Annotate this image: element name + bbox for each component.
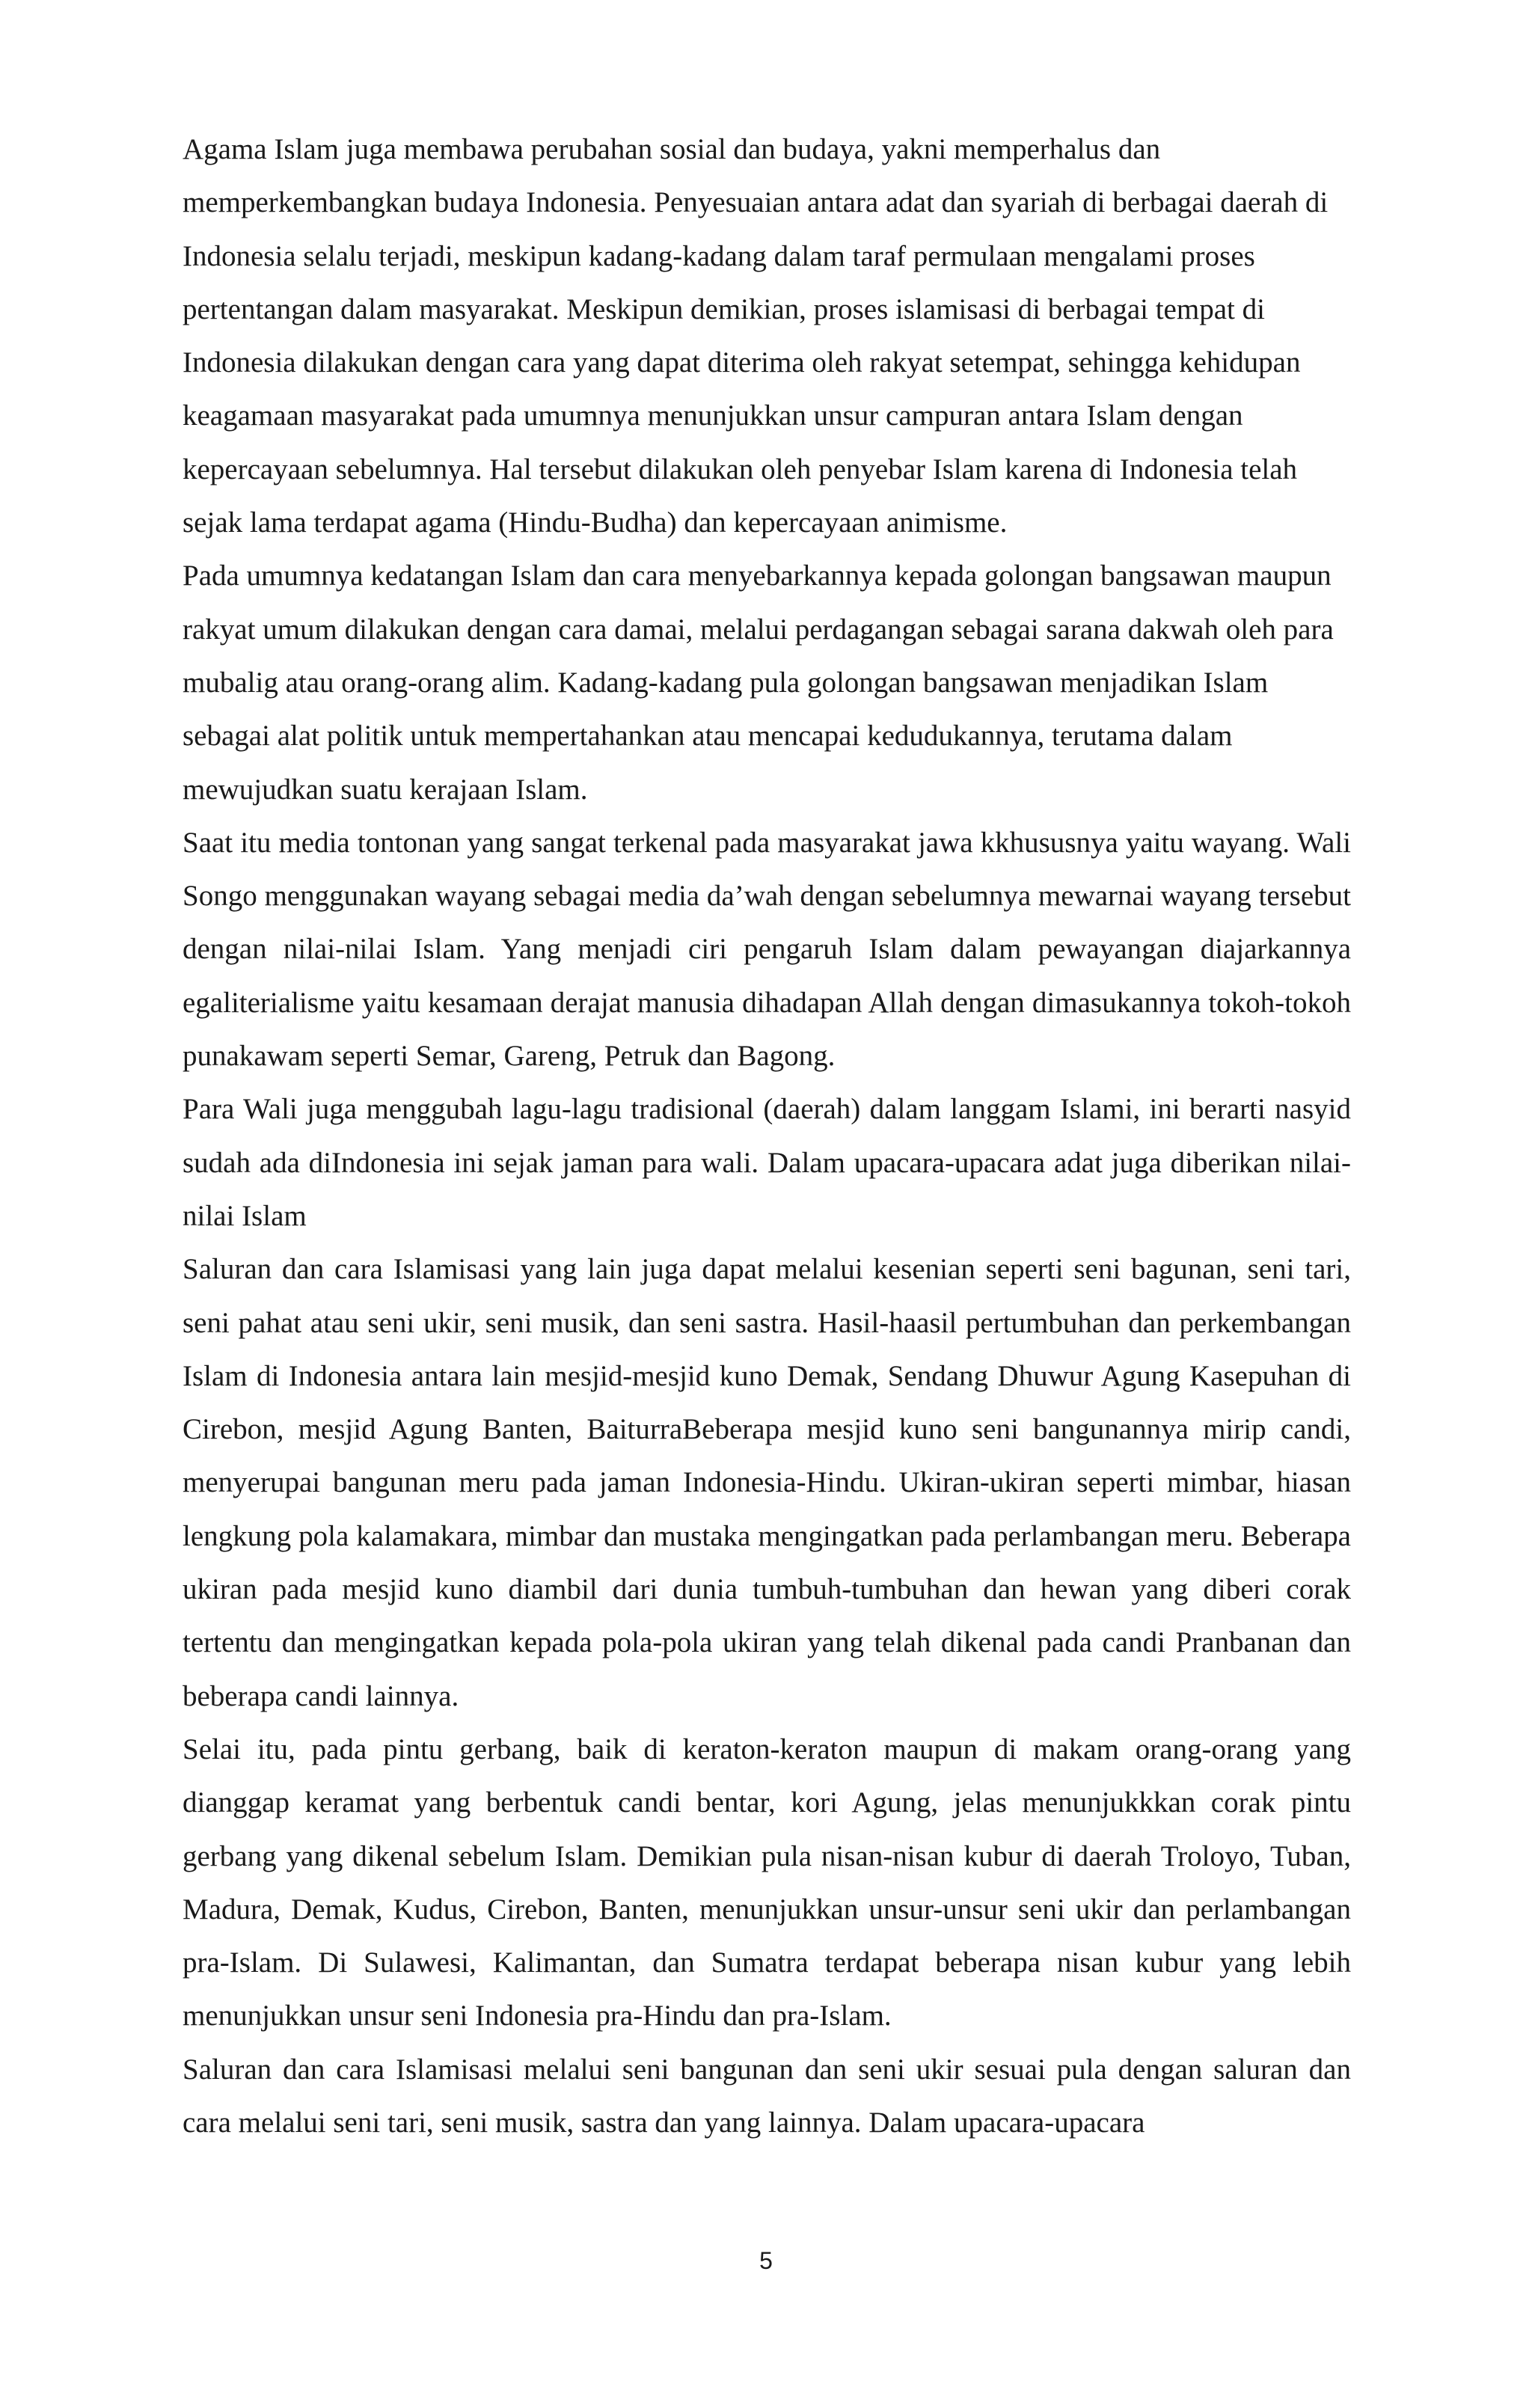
page-number: 5 bbox=[759, 2247, 773, 2274]
paragraph-art-channels: Saluran dan cara Islamisasi yang lain juga dapat melalui kesenian seperti seni bagunan, seni tari, seni pahat atau seni ukir, seni musik, dan seni sastra. Hasil-haasil pertumbuhan dan perkembangan Islam di Indonesia antara lain mesjid-mesjid kuno Demak, Sendang Dhuwur Agung Kasepuhan di Cirebon, mesjid Agung Banten, BaiturraBeberapa mesjid kuno seni bangunannya mirip candi, menyerupai bangunan meru pada jaman Indonesia-Hindu. Ukiran-ukiran seperti mimbar, hiasan lengkung pola kalamakara, mimbar dan mustaka mengingatkan pada perlambangan meru. Beberapa ukiran pada mesjid kuno diambil dari dunia tumbuh-tumbuhan dan hewan yang diberi corak tertentu dan mengingatkan kepada pola-pola ukiran yang telah dikenal pada candi Pranbanan dan beberapa candi lainnya. bbox=[183, 1253, 1351, 1712]
document-body bbox=[183, 123, 1351, 2149]
paragraph-gates-and-tombs: Selai itu, pada pintu gerbang, baik di keraton-keraton maupun di makam orang-orang yang dianggap keramat yang berbentuk candi bentar, kori Agung, jelas menunjukkkan corak pintu gerbang yang dikenal sebelum Islam. Demikian pula nisan-nisan kubur di daerah Troloyo, Tuban, Madura, Demak, Kudus, Cirebon, Banten, menunjukkan unsur-unsur seni ukir dan perlambangan pra-Islam. Di Sulawesi, Kalimantan, dan Sumatra terdapat beberapa nisan kubur yang lebih menunjukkan unsur seni Indonesia pra-Hindu dan pra-Islam. bbox=[183, 1733, 1351, 2032]
paragraph-traditional-songs: Para Wali juga menggubah lagu-lagu tradisional (daerah) dalam langgam Islami, ini berarti nasyid sudah ada diIndonesia ini sejak jaman para wali. Dalam upacara-upacara adat juga diberikan nilai-nilai Islam bbox=[183, 1093, 1351, 1232]
paragraph-arrival-of-islam: Pada umumnya kedatangan Islam dan cara menyebarkannya kepada golongan bangsawan maupun rakyat umum dilakukan dengan cara damai, melalui perdagangan sebagai sarana dakwah oleh para mubalig atau orang-orang alim. Kadang-kadang pula golongan bangsawan menjadikan Islam sebagai alat politik untuk mempertahankan atau mencapai kedudukannya, terutama dalam mewujudkan suatu kerajaan Islam. bbox=[183, 560, 1334, 806]
paragraph-architecture-carving: Saluran dan cara Islamisasi melalui seni bangunan dan seni ukir sesuai pula dengan saluran dan cara melalui seni tari, seni musik, sastra dan yang lainnya. Dalam upacara-upacara bbox=[183, 2053, 1351, 2139]
paragraph-islam-social-change: Agama Islam juga membawa perubahan sosial dan budaya, yakni memperhalus dan memperkembangkan budaya Indonesia. Penyesuaian antara adat dan syariah di berbagai daerah di Indonesia selalu terjadi, meskipun kadang-kadang dalam taraf permulaan mengalami proses pertentangan dalam masyarakat. Meskipun demikian, proses islamisasi di berbagai tempat di Indonesia dilakukan dengan cara yang dapat diterima oleh rakyat setempat, sehingga kehidupan keagamaan masyarakat pada umumnya menunjukkan unsur campuran antara Islam dengan kepercayaan sebelumnya. Hal tersebut dilakukan oleh penyebar Islam karena di Indonesia telah sejak lama terdapat agama (Hindu-Budha) dan kepercayaan animisme. bbox=[183, 133, 1329, 539]
paragraph-wayang: Saat itu media tontonan yang sangat terkenal pada masyarakat jawa kkhususnya yaitu wayang. Wali Songo menggunakan wayang sebagai media da’wah dengan sebelumnya mewarnai wayang tersebut dengan nilai-nilai Islam. Yang menjadi ciri pengaruh Islam dalam pewayangan diajarkannya egaliterialisme yaitu kesamaan derajat manusia dihadapan Allah dengan dimasukannya tokoh-tokoh punakawam seperti Semar, Gareng, Petruk dan Bagong. bbox=[183, 826, 1351, 1073]
